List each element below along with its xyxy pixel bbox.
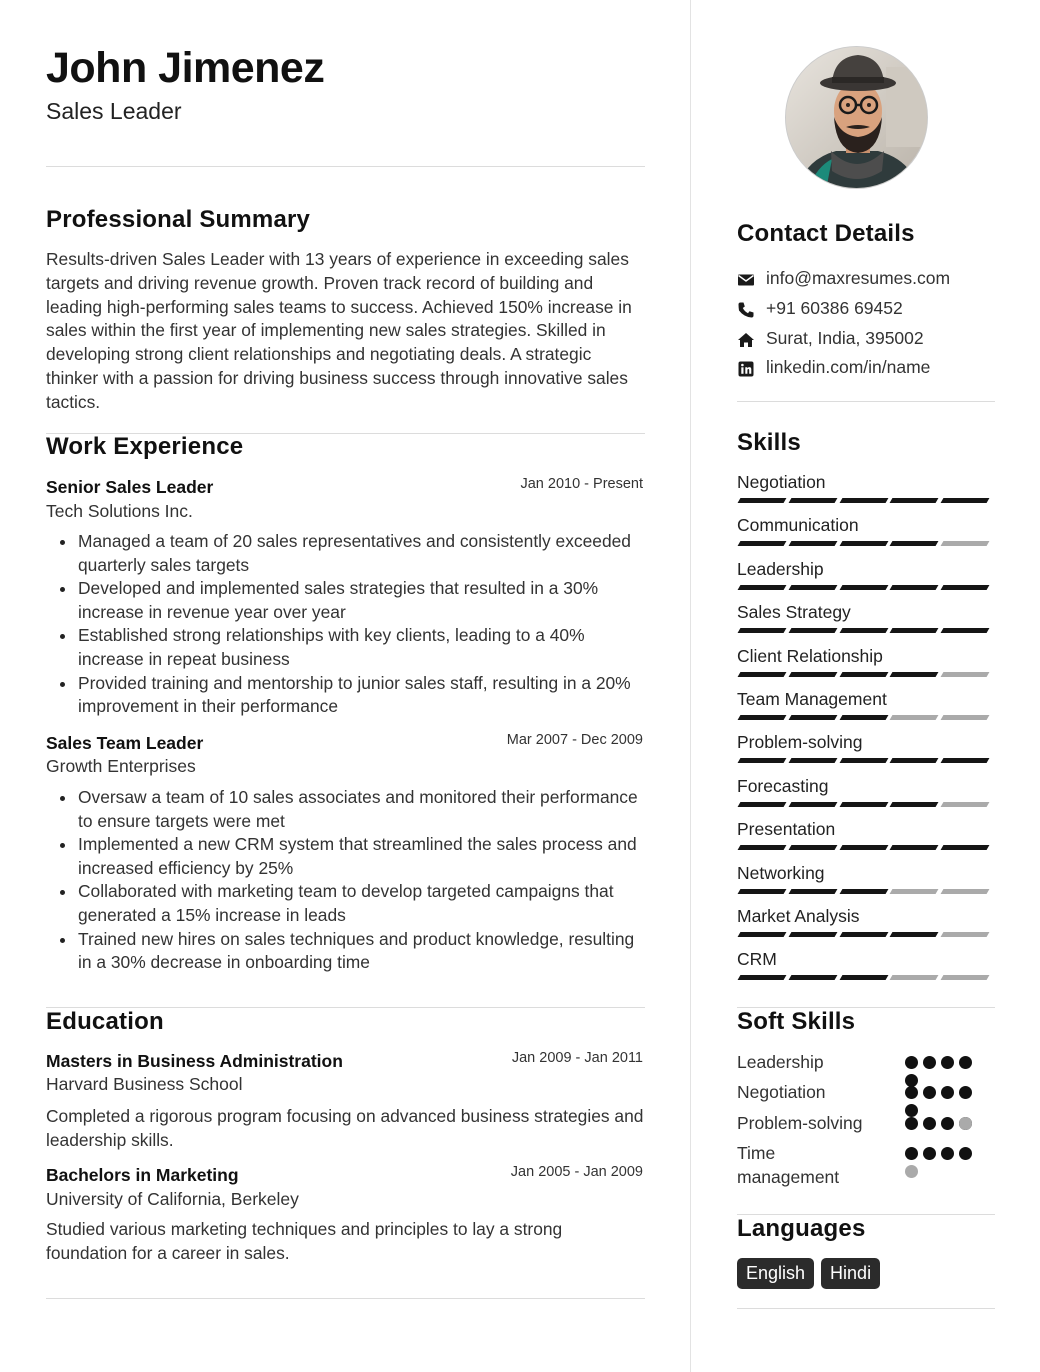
soft-skill-label: Leadership xyxy=(737,1052,824,1072)
rating-dot-filled xyxy=(959,1147,972,1160)
school-2: University of California, Berkeley xyxy=(46,1189,299,1209)
skill-label: Leadership xyxy=(737,558,824,579)
skill-segment-filled xyxy=(788,672,837,677)
skill-row xyxy=(737,646,995,686)
contact-linkedin[interactable] xyxy=(737,357,995,381)
skill-segment-filled xyxy=(738,498,787,503)
list-item: Oversaw a team of 10 sales associates and monitored their performance to ensure targets were met xyxy=(78,786,645,833)
skill-segment-filled xyxy=(941,758,990,763)
rating-dot-empty xyxy=(905,1165,918,1178)
linkedin-text: linkedin.com/in/name xyxy=(766,357,931,377)
skill-segment-filled xyxy=(788,975,837,980)
skill-segment-filled xyxy=(788,498,837,503)
skill-label: CRM xyxy=(737,949,777,970)
skill-label: Market Analysis xyxy=(737,906,860,926)
skill-segment-empty xyxy=(890,889,939,894)
phone-icon xyxy=(737,301,755,319)
skill-row xyxy=(737,689,995,729)
skill-segment-filled xyxy=(839,932,888,937)
contact-heading: Contact Details xyxy=(737,220,915,247)
skill-segment-filled xyxy=(839,802,888,807)
rating-dot-filled xyxy=(941,1117,954,1130)
summary-heading: Professional Summary xyxy=(46,206,311,233)
job-date-2: Mar 2007 - Dec 2009 xyxy=(506,732,643,748)
skill-label: Problem-solving xyxy=(737,732,863,753)
skill-row xyxy=(737,819,995,859)
skill-level-bar xyxy=(739,802,993,807)
skill-segment-filled xyxy=(941,498,990,503)
languages-heading: Languages xyxy=(737,1215,866,1242)
skill-segment-filled xyxy=(788,932,837,937)
skill-segment-empty xyxy=(941,541,990,546)
skill-label: Presentation xyxy=(737,819,836,840)
job-bullets-2 xyxy=(78,786,645,975)
rating-dot-filled xyxy=(959,1086,972,1099)
job-date-1: Jan 2010 - Present xyxy=(520,476,643,492)
soft-skill-rating xyxy=(905,1116,977,1150)
skill-row xyxy=(737,602,995,642)
skill-level-bar xyxy=(739,541,993,546)
skill-label: Networking xyxy=(737,862,825,883)
skill-segment-filled xyxy=(738,715,787,720)
degree-date-1: Jan 2009 - Jan 2011 xyxy=(511,1050,643,1066)
rating-dot-filled xyxy=(923,1056,936,1069)
rating-dot-filled xyxy=(905,1117,918,1130)
rating-dot-filled xyxy=(905,1147,918,1160)
experience-heading: Work Experience xyxy=(46,433,244,460)
contact-divider xyxy=(737,401,995,402)
email-text: info@maxresumes.com xyxy=(766,268,951,288)
summary-text: Results-driven Sales Leader with 13 years of experience in exceeding sales targets and driving revenue growth. Proven track record of building and leading high-performing sales teams to success. Achieved 150% increase in sales within the first year of implementing new sales strategies. Skilled in developing strong client relationships and negotiating deals. A strategic thinker with a passion for driving business success through innovative sales tactics. xyxy=(46,249,632,412)
skill-level-bar xyxy=(739,758,993,763)
skill-segment-filled xyxy=(839,628,888,633)
soft-skill-rating xyxy=(905,1146,977,1180)
skill-segment-empty xyxy=(941,932,990,937)
skill-segment-filled xyxy=(738,758,787,763)
contact-phone[interactable] xyxy=(737,298,995,322)
candidate-title: Sales Leader xyxy=(46,98,182,124)
language-badge: English xyxy=(737,1258,814,1289)
list-item: Established strong relationships with key clients, leading to a 40% increase in repeat business xyxy=(78,624,645,671)
rating-dot-filled xyxy=(905,1086,918,1099)
skill-segment-filled xyxy=(890,758,939,763)
home-icon xyxy=(737,331,755,349)
education-divider xyxy=(46,1298,645,1299)
skill-segment-filled xyxy=(890,498,939,503)
job-company-2: Growth Enterprises xyxy=(46,756,196,776)
skill-segment-filled xyxy=(788,585,837,590)
skill-row xyxy=(737,906,995,946)
linkedin-icon xyxy=(737,360,755,378)
skill-level-bar xyxy=(739,889,993,894)
degree-2: Bachelors in Marketing xyxy=(46,1165,239,1185)
rating-dot-filled xyxy=(941,1086,954,1099)
list-item: Implemented a new CRM system that streamlined the sales process and increased efficiency by 25% xyxy=(78,833,645,880)
degree-description-1: Completed a rigorous program focusing on advanced business strategies and leadership skills. xyxy=(46,1106,644,1150)
skill-segment-filled xyxy=(738,585,787,590)
rating-dot-filled xyxy=(959,1056,972,1069)
soft-skill-label: Negotiation xyxy=(737,1082,826,1102)
skill-segment-filled xyxy=(738,541,787,546)
skill-segment-filled xyxy=(788,628,837,633)
soft-skill-rating xyxy=(905,1055,977,1089)
skill-segment-filled xyxy=(738,628,787,633)
skill-row xyxy=(737,776,995,816)
skill-segment-empty xyxy=(941,715,990,720)
skill-level-bar xyxy=(739,498,993,503)
skill-segment-filled xyxy=(839,541,888,546)
skills-heading: Skills xyxy=(737,429,801,456)
skill-segment-filled xyxy=(839,498,888,503)
skill-segment-filled xyxy=(788,889,837,894)
skill-row xyxy=(737,472,995,512)
soft-skill-label: Problem-solving xyxy=(737,1113,863,1133)
list-item: Provided training and mentorship to junior sales staff, resulting in a 20% improvement in their performance xyxy=(78,672,645,719)
education-heading: Education xyxy=(46,1008,164,1035)
skill-segment-filled xyxy=(941,628,990,633)
contact-address xyxy=(737,328,995,352)
skill-level-bar xyxy=(739,585,993,590)
skill-segment-filled xyxy=(738,932,787,937)
skill-segment-filled xyxy=(890,802,939,807)
skill-row xyxy=(737,559,995,599)
skill-segment-empty xyxy=(890,715,939,720)
skill-level-bar xyxy=(739,715,993,720)
skill-level-bar xyxy=(739,932,993,937)
column-divider xyxy=(690,0,691,1372)
skill-segment-filled xyxy=(890,672,939,677)
skill-segment-filled xyxy=(890,845,939,850)
skill-segment-filled xyxy=(738,802,787,807)
skill-segment-filled xyxy=(839,889,888,894)
skill-label: Communication xyxy=(737,515,859,536)
list-item: Trained new hires on sales techniques and product knowledge, resulting in a 30% decrease in onboarding time xyxy=(78,928,645,975)
list-item: Developed and implemented sales strategies that resulted in a 30% increase in revenue year over year xyxy=(78,577,645,624)
language-badge: Hindi xyxy=(821,1258,880,1289)
skill-segment-filled xyxy=(788,758,837,763)
skill-row xyxy=(737,515,995,555)
soft-skill-rating xyxy=(905,1085,977,1119)
skill-segment-filled xyxy=(941,845,990,850)
school-1: Harvard Business School xyxy=(46,1074,243,1094)
skill-row xyxy=(737,732,995,772)
job-title-1: Senior Sales Leader xyxy=(46,477,214,497)
skill-segment-empty xyxy=(941,802,990,807)
skill-segment-filled xyxy=(788,845,837,850)
skill-segment-empty xyxy=(941,975,990,980)
languages-divider xyxy=(737,1308,995,1309)
rating-dot-filled xyxy=(941,1056,954,1069)
address-text: Surat, India, 395002 xyxy=(766,328,924,348)
profile-photo xyxy=(785,46,928,189)
rating-dot-filled xyxy=(923,1086,936,1099)
portrait-illustration xyxy=(786,47,928,189)
skill-label: Team Management xyxy=(737,689,887,709)
skill-segment-filled xyxy=(839,715,888,720)
skill-segment-filled xyxy=(890,541,939,546)
soft-skills-heading: Soft Skills xyxy=(737,1008,856,1035)
envelope-icon xyxy=(737,271,755,289)
candidate-name: John Jimenez xyxy=(46,44,325,92)
skill-level-bar xyxy=(739,672,993,677)
skill-segment-filled xyxy=(738,975,787,980)
degree-1: Masters in Business Administration xyxy=(46,1051,343,1071)
skill-segment-filled xyxy=(738,845,787,850)
skill-label: Client Relationship xyxy=(737,645,883,666)
skill-segment-filled xyxy=(839,758,888,763)
skill-segment-filled xyxy=(941,585,990,590)
contact-email[interactable] xyxy=(737,268,995,292)
skill-segment-filled xyxy=(839,975,888,980)
skill-segment-filled xyxy=(738,672,787,677)
rating-dot-filled xyxy=(905,1056,918,1069)
skill-segment-filled xyxy=(738,889,787,894)
rating-dot-filled xyxy=(941,1147,954,1160)
languages-list xyxy=(737,1258,880,1289)
job-title-2: Sales Team Leader xyxy=(46,733,204,753)
degree-date-2: Jan 2005 - Jan 2009 xyxy=(510,1164,643,1180)
rating-dot-filled xyxy=(923,1117,936,1130)
job-bullets-1 xyxy=(78,530,645,719)
phone-text: +91 60386 69452 xyxy=(766,298,903,318)
skill-segment-filled xyxy=(788,715,837,720)
skill-segment-empty xyxy=(890,975,939,980)
header-divider xyxy=(46,166,645,167)
skill-segment-filled xyxy=(839,585,888,590)
skill-segment-filled xyxy=(788,541,837,546)
soft-skill-label: Time management xyxy=(737,1143,840,1187)
rating-dot-empty xyxy=(959,1117,972,1130)
skill-row xyxy=(737,863,995,903)
list-item: Collaborated with marketing team to develop targeted campaigns that generated a 15% increase in leads xyxy=(78,880,645,927)
skill-label: Sales Strategy xyxy=(737,602,851,623)
skill-segment-filled xyxy=(890,628,939,633)
skill-segment-empty xyxy=(941,672,990,677)
skill-level-bar xyxy=(739,975,993,980)
skill-level-bar xyxy=(739,628,993,633)
skill-segment-empty xyxy=(941,889,990,894)
skill-segment-filled xyxy=(890,932,939,937)
skill-segment-filled xyxy=(890,585,939,590)
rating-dot-filled xyxy=(923,1147,936,1160)
skill-segment-filled xyxy=(839,672,888,677)
degree-description-2: Studied various marketing techniques and principles to lay a strong foundation for a career in sales. xyxy=(46,1219,563,1263)
skill-row xyxy=(737,949,995,989)
skill-label: Negotiation xyxy=(737,472,826,492)
skill-label: Forecasting xyxy=(737,775,829,796)
skill-level-bar xyxy=(739,845,993,850)
list-item: Managed a team of 20 sales representatives and consistently exceeded quarterly sales targets xyxy=(78,530,645,577)
skill-segment-filled xyxy=(788,802,837,807)
job-company-1: Tech Solutions Inc. xyxy=(46,501,193,521)
skill-segment-filled xyxy=(839,845,888,850)
